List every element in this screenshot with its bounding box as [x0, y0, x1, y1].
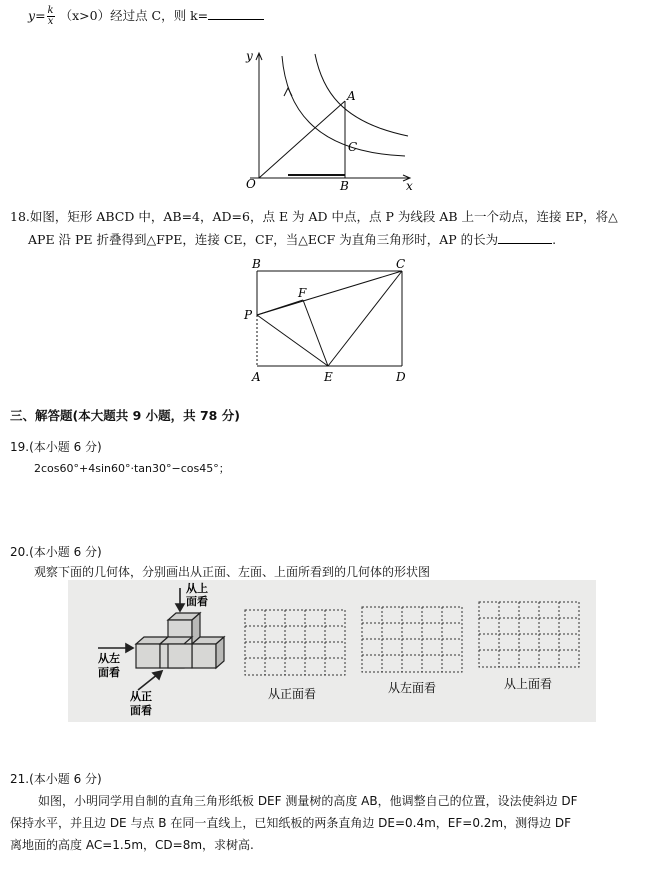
label-from-left-2: 面看 [98, 666, 120, 679]
q17-frac-den: x [47, 16, 54, 27]
label-o: O [246, 177, 256, 191]
label-from-top-2: 面看 [186, 595, 208, 608]
q17-condition: （x>0）经过点 C，则 k= [59, 8, 209, 23]
q21-line2: 保持水平，并且边 DE 与点 B 在同一直线上，已知纸板的两条直角边 DE=0.4m，EF=0.2m，测得边 DF [10, 816, 572, 830]
segment-ec [328, 271, 402, 366]
q17-graph [230, 44, 430, 194]
q17-fraction [47, 6, 55, 27]
label-c: C [396, 257, 406, 271]
q21-line1: 如图，小明同学用自制的直角三角形纸板 DEF 测量树的高度 AB，他调整自己的位置，设法使斜边 DF [38, 794, 578, 808]
q20-text: 观察下面的几何体，分别画出从正面、左面、上面所看到的几何体的形状图 [34, 565, 431, 579]
label-b: B [252, 257, 261, 271]
label-c: C [348, 140, 358, 154]
grid-front [245, 610, 345, 675]
caption-front: 从正面看 [268, 687, 317, 701]
label-from-front-2: 面看 [130, 704, 152, 717]
label-x: x [406, 179, 413, 193]
q17-answer-blank [208, 7, 264, 20]
segment-fe [303, 300, 328, 366]
q17-eq: = [35, 8, 46, 23]
q20-photo-drawing [68, 580, 596, 722]
q21-line3: 离地面的高度 AC=1.5m，CD=8m，求树高. [10, 838, 254, 852]
q18-line2-text: APE 沿 PE 折叠得到△FPE，连接 CE，CF，当△ECF 为直角三角形时，AP 的长为 [28, 232, 499, 247]
curve-upper [315, 54, 408, 136]
q19-head: 19.(本小题 6 分) [10, 440, 102, 454]
q17-line [28, 6, 264, 27]
q19-expr: 2cos60°+4sin60°·tan30°−cos45°； [34, 462, 230, 475]
grid-left [362, 607, 462, 672]
grid-top [479, 602, 579, 667]
caption-left: 从左面看 [388, 681, 437, 695]
q18-answer-blank [498, 231, 552, 244]
q17-frac-num: k [47, 5, 54, 16]
label-from-top-1: 从上 [186, 582, 208, 595]
caption-top: 从上面看 [504, 677, 553, 691]
label-y: y [246, 49, 253, 63]
label-from-front-1: 从正 [130, 690, 152, 703]
q18-line1: 18.如图，矩形 ABCD 中，AB=4，AD=6，点 E 为 AD 中点，点 P 为线段 AB 上一个动点，连接 EP，将△ [10, 209, 618, 224]
segment-pf [257, 300, 303, 315]
q21-head: 21.(本小题 6 分) [10, 772, 102, 786]
section3-title: 三、解答题(本大题共 9 小题，共 78 分) [10, 408, 240, 423]
q17-y: y [28, 8, 36, 23]
label-f: F [298, 286, 307, 300]
q20-photo [68, 580, 596, 722]
arrow-front [138, 674, 158, 690]
q18-figure [240, 255, 420, 385]
label-e: E [324, 370, 333, 384]
q18-line2 [28, 230, 556, 248]
label-a: A [252, 370, 261, 384]
label-a: A [347, 89, 356, 103]
label-d: D [396, 370, 406, 384]
label-from-left-1: 从左 [98, 652, 120, 665]
segment-pe [257, 315, 328, 366]
label-p: P [244, 308, 253, 322]
q20-head: 20.(本小题 6 分) [10, 545, 102, 559]
cube-solid [136, 613, 224, 668]
label-b: B [340, 179, 349, 193]
q18-line2-end: . [552, 232, 557, 247]
